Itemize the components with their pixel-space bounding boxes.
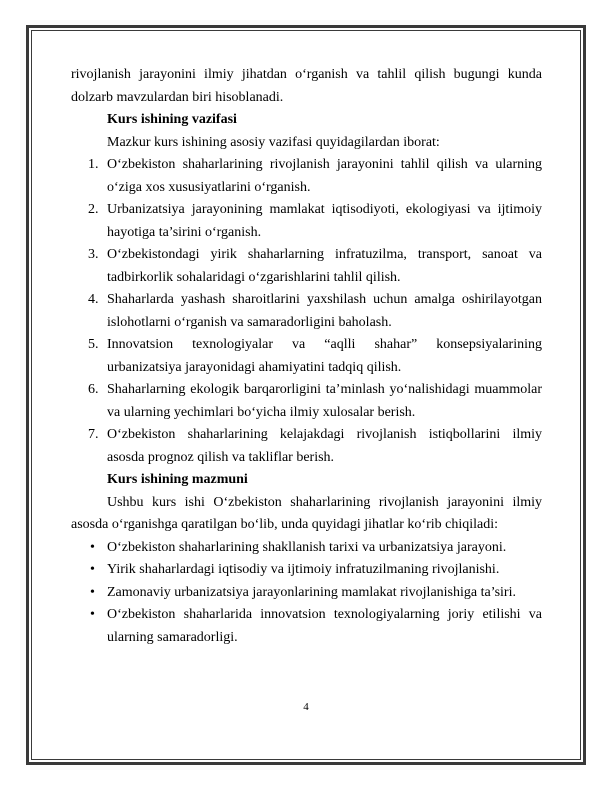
list-number: 4.: [88, 292, 99, 307]
section-lead-tasks: Mazkur kurs ishining asosiy vazifasi quyidagilardan iborat:: [107, 134, 440, 150]
bullet-item-line: ularning samaradorligi.: [107, 629, 238, 645]
content-bullet-list: [71, 537, 542, 650]
list-item-line: hayotiga ta’sirini o‘rganish.: [107, 224, 262, 240]
bullet-icon: •: [90, 607, 95, 622]
list-number: 6.: [88, 382, 99, 397]
bullet-item-line: Yirik shaharlardagi iqtisodiy va ijtimoiy infratuzilmaning rivojlanishi.: [107, 562, 500, 577]
list-item-line: o‘ziga xos xususiyatlarini o‘rganish.: [107, 179, 311, 195]
bullet-item: [71, 559, 542, 582]
page-number: 4: [303, 701, 309, 713]
bullet-item-line: Zamonaviy urbanizatsiya jarayonlarining mamlakat rivojlanishiga ta’siri.: [107, 584, 516, 600]
bullet-item-line: O‘zbekiston shaharlarining shakllanish tarixi va urbanizatsiya jarayoni.: [107, 539, 507, 555]
list-number: 5.: [88, 337, 99, 352]
list-item-line: O‘zbekiston shaharlarining rivojlanish jarayonini tahlil qilish va ularning: [107, 157, 542, 172]
list-item: [71, 154, 542, 199]
list-number: 2.: [88, 202, 99, 217]
bullet-icon: •: [90, 562, 95, 577]
section-lead-content: Ushbu kurs ishi O‘zbekiston shaharlarining rivojlanish jarayonini ilmiy: [107, 494, 542, 510]
tasks-list: [71, 154, 542, 469]
bullet-item: [71, 582, 542, 605]
section-heading-content: Kurs ishining mazmuni: [107, 472, 248, 487]
list-item: [71, 334, 542, 379]
section-heading-tasks: Kurs ishining vazifasi: [107, 112, 237, 127]
bullet-item: [71, 604, 542, 649]
list-number: 1.: [88, 157, 99, 172]
bullet-icon: •: [90, 584, 95, 600]
list-item-line: Innovatsion texnologiyalar va “aqlli shahar” konsepsiyalarining: [107, 337, 542, 352]
section-lead-content: asosda o‘rganishga qaratilgan bo‘lib, unda quyidagi jihatlar ko‘rib chiqiladi:: [71, 517, 499, 532]
list-item-line: va ularning yechimlari bo‘yicha ilmiy xulosalar berish.: [107, 404, 416, 420]
list-item: [71, 379, 542, 424]
list-number: 7.: [88, 427, 99, 442]
list-item: [71, 199, 542, 244]
list-item-line: O‘zbekistondagi yirik shaharlarning infratuzilma, transport, sanoat va: [107, 247, 542, 262]
bullet-item: [71, 537, 542, 560]
list-number: 3.: [88, 247, 99, 262]
list-item-line: O‘zbekiston shaharlarining kelajakdagi rivojlanish istiqbollarini ilmiy: [107, 427, 542, 442]
list-item-line: Shaharlarda yashash sharoitlarini yaxshilash uchun amalga oshirilayotgan: [107, 292, 542, 307]
intro-line: rivojlanish jarayonini ilmiy jihatdan o‘rganish va tahlil qilish bugungi kunda: [71, 67, 542, 82]
list-item-line: asosda prognoz qilish va takliflar berish.: [107, 449, 335, 465]
list-item-line: islohotlarni o‘rganish va samaradorligini baholash.: [107, 314, 392, 330]
list-item-line: Shaharlarning ekologik barqarorligini ta’minlash yo‘nalishidagi muammolar: [107, 382, 542, 397]
bullet-item-line: O‘zbekiston shaharlarida innovatsion texnologiyalarning joriy etilishi va: [107, 607, 542, 622]
list-item: [71, 244, 542, 289]
list-item-line: urbanizatsiya jarayonidagi ahamiyatini tadqiq qilish.: [107, 359, 402, 375]
document-body: [71, 64, 542, 649]
list-item: [71, 289, 542, 334]
bullet-icon: •: [90, 539, 95, 555]
list-item-line: tadbirkorlik sohalaridagi o‘zgarishlarini tahlil qilish.: [107, 269, 401, 285]
list-item: [71, 424, 542, 469]
intro-line: dolzarb mavzulardan biri hisoblanadi.: [71, 89, 284, 105]
list-item-line: Urbanizatsiya jarayonining mamlakat iqtisodiyoti, ekologiyasi va ijtimoiy: [107, 202, 542, 217]
